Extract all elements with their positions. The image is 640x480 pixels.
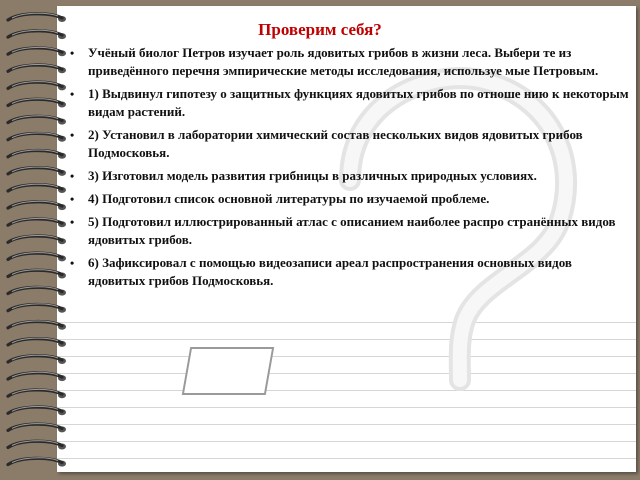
- list-item-text: 2) Установил в лаборатории химический состав нескольких видов ядовитых грибов Подмосковья.: [88, 127, 583, 160]
- spiral-ring: [8, 355, 66, 364]
- bullet-icon: •: [70, 215, 75, 229]
- spiral-ring: [8, 218, 66, 227]
- note-card: [182, 347, 274, 395]
- spiral-ring: [8, 47, 66, 56]
- list-item-text: 5) Подготовил иллюстрированный атлас с описанием наиболее распро странённых видов ядовитых грибов.: [88, 214, 616, 247]
- list-item: [70, 190, 630, 208]
- bullet-icon: •: [70, 87, 75, 101]
- spiral-ring: [8, 338, 66, 347]
- spiral-ring: [8, 458, 66, 467]
- list-item: [70, 126, 630, 162]
- list-item-text: 4) Подготовил список основной литературы по изучаемой проблеме.: [88, 191, 490, 206]
- spiral-ring: [8, 304, 66, 313]
- spiral-ring: [8, 236, 66, 245]
- spiral-ring: [8, 270, 66, 279]
- question-list: [70, 44, 630, 295]
- spiral-binding-icon: [0, 6, 70, 476]
- list-item: [70, 213, 630, 249]
- list-item: [70, 85, 630, 121]
- spiral-ring: [8, 407, 66, 416]
- spiral-ring: [8, 372, 66, 381]
- spiral-ring: [8, 99, 66, 108]
- spiral-ring: [8, 201, 66, 210]
- list-item: [70, 254, 630, 290]
- list-item: [70, 167, 630, 185]
- bullet-icon: •: [70, 192, 75, 206]
- slide-title: Проверим себя?: [258, 20, 382, 39]
- list-item: [70, 44, 630, 80]
- list-item-text: 3) Изготовил модель развития грибницы в различных природных условиях.: [88, 168, 537, 183]
- list-item-text: 6) Зафиксировал с помощью видеозаписи ареал распространения основных видов ядовитых грибов Подмосковья.: [88, 255, 572, 288]
- spiral-ring: [8, 389, 66, 398]
- spiral-ring: [8, 424, 66, 433]
- spiral-ring: [8, 150, 66, 159]
- bullet-icon: •: [70, 256, 75, 270]
- spiral-ring: [8, 167, 66, 176]
- spiral-ring: [8, 253, 66, 262]
- spiral-ring: [8, 82, 66, 91]
- spiral-ring: [8, 441, 66, 450]
- spiral-ring: [8, 184, 66, 193]
- bullet-icon: •: [70, 169, 75, 183]
- list-item-text: Учёный биолог Петров изучает роль ядовитых грибов в жизни леса. Выбери те из приведённого перечня эмпирические методы исследования, используе мые Петровым.: [88, 45, 599, 78]
- spiral-ring: [8, 65, 66, 74]
- spiral-ring: [8, 116, 66, 125]
- spiral-ring: [8, 321, 66, 330]
- spiral-ring: [8, 133, 66, 142]
- bullet-icon: •: [70, 128, 75, 142]
- list-item-text: 1) Выдвинул гипотезу о защитных функциях ядовитых грибов по отноше нию к некоторым видам растений.: [88, 86, 629, 119]
- spiral-ring: [8, 287, 66, 296]
- bullet-icon: •: [70, 46, 75, 60]
